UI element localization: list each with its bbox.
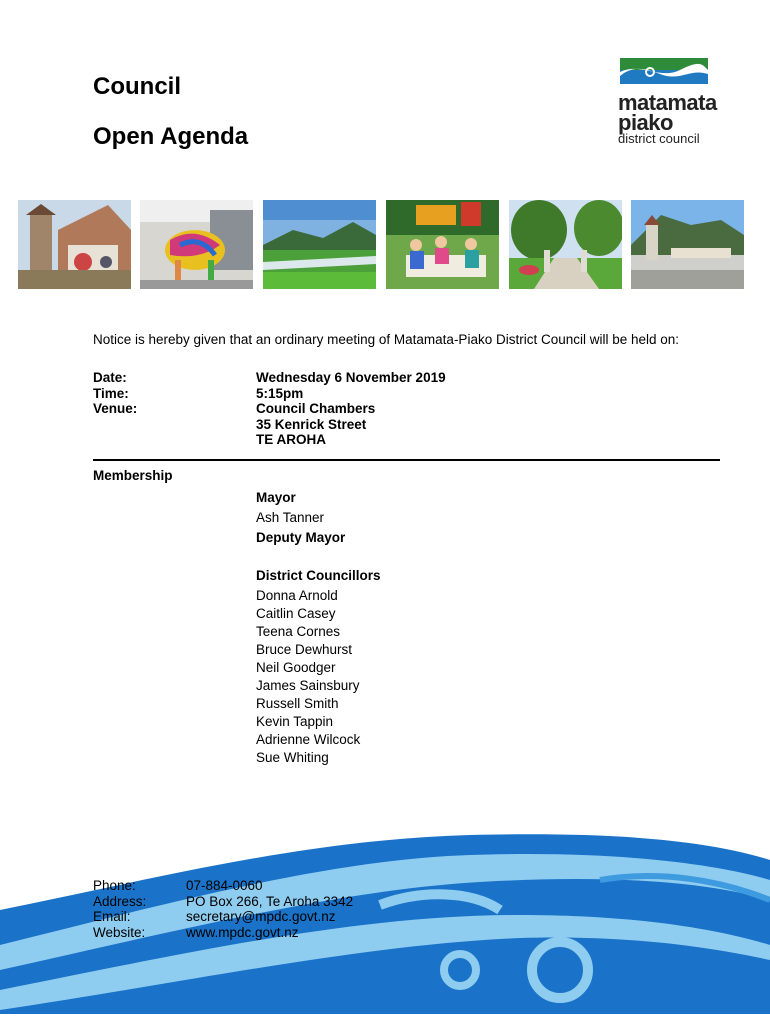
date-label: Date: xyxy=(93,370,127,385)
councillors-heading: District Councillors xyxy=(256,568,381,583)
address-value: PO Box 266, Te Aroha 3342 xyxy=(186,893,354,909)
logo-line3: district council xyxy=(618,131,700,146)
councillor-name: Bruce Dewhurst xyxy=(256,642,353,657)
website-link[interactable]: www.mpdc.govt.nz xyxy=(186,924,299,940)
meeting-date: Wednesday 6 November 2019 xyxy=(256,370,446,385)
phone-value: 07-884-0060 xyxy=(186,878,263,893)
address-label: Address: xyxy=(93,893,147,909)
council-logo xyxy=(618,58,748,150)
phone-label: Phone: xyxy=(93,878,136,893)
mayor-heading: Mayor xyxy=(256,490,296,505)
membership-heading: Membership xyxy=(93,468,173,483)
email-label: Email: xyxy=(93,909,131,924)
section-divider xyxy=(93,459,720,461)
councillor-name: Donna Arnold xyxy=(256,588,338,603)
councillor-name: Caitlin Casey xyxy=(256,606,336,621)
family-picnic-photo xyxy=(386,200,499,289)
website-label: Website: xyxy=(93,924,146,940)
membership-list xyxy=(256,489,381,767)
meeting-time: 5:15pm xyxy=(256,385,304,401)
notice-text: Notice is hereby given that an ordinary meeting of Matamata-Piako District Council will be held on: xyxy=(93,332,680,347)
venue-label: Venue: xyxy=(93,401,138,416)
councillor-name: Kevin Tappin xyxy=(256,714,334,729)
venue-line: 35 Kenrick Street xyxy=(256,416,367,432)
venue-line: Council Chambers xyxy=(256,401,376,416)
town-mountain-photo xyxy=(631,200,744,289)
councillor-name: Neil Goodger xyxy=(256,660,336,675)
councillor-name: Sue Whiting xyxy=(256,750,329,765)
venue-line: TE AROHA xyxy=(256,432,326,447)
councillor-name: James Sainsbury xyxy=(256,678,360,693)
councillor-name: Adrienne Wilcock xyxy=(256,732,361,747)
photo-strip xyxy=(18,200,744,289)
cow-sculpture-photo xyxy=(140,200,253,289)
page-title-line1: Council xyxy=(93,73,181,100)
logo-line2: piako xyxy=(618,110,673,135)
garden-path-photo xyxy=(509,200,622,289)
logo-line1: matamata xyxy=(618,90,717,115)
logo-wave-icon xyxy=(620,58,710,90)
mayor-name: Ash Tanner xyxy=(256,510,325,525)
time-label: Time: xyxy=(93,385,129,401)
councillor-name: Russell Smith xyxy=(256,696,339,711)
river-landscape-photo xyxy=(263,200,376,289)
councillor-name: Teena Cornes xyxy=(256,624,341,639)
page-title-line2: Open Agenda xyxy=(93,123,249,150)
deputy-mayor-heading: Deputy Mayor xyxy=(256,530,346,545)
building-photo xyxy=(18,200,131,289)
email-link[interactable]: secretary@mpdc.govt.nz xyxy=(186,909,336,924)
